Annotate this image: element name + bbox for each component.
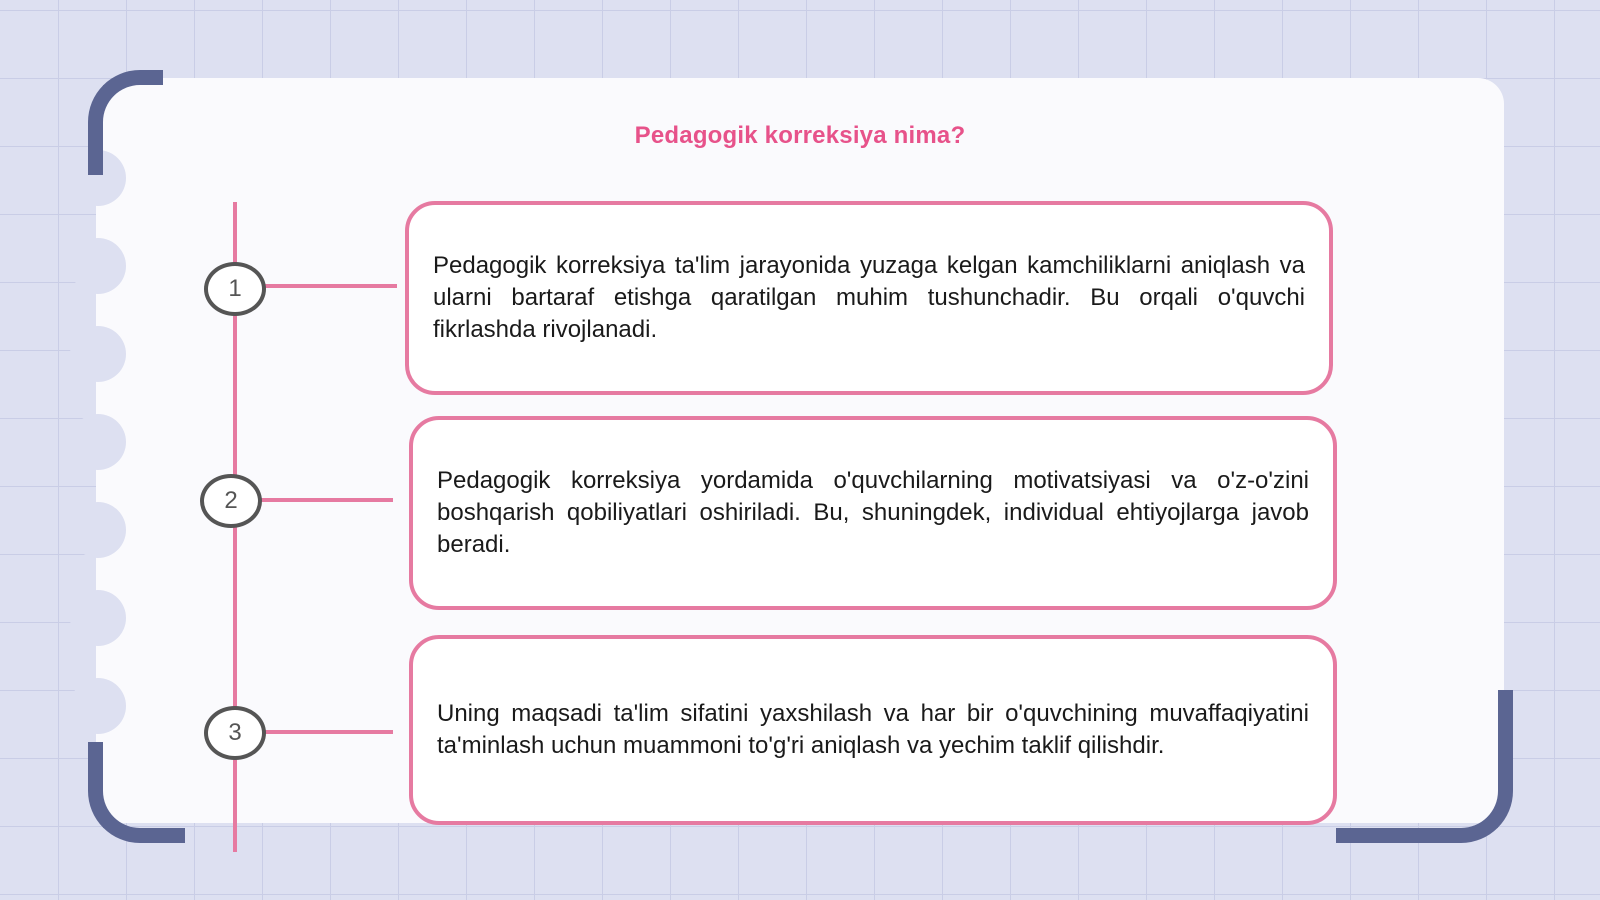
info-card-text: Pedagogik korreksiya yordamida o'quvchilarning motivatsiyasi va o'z-o'zini boshqarish qobiliyatlari oshiriladi. Bu, shuningdek, individual ehtiyojlarga javob beradi.	[437, 467, 1309, 558]
paper-notch	[70, 414, 126, 470]
step-number-3: 3	[204, 706, 266, 760]
paper-notch	[70, 590, 126, 646]
slide-title: Pedagogik korreksiya nima?	[634, 122, 966, 149]
step-number-1: 1	[204, 262, 266, 316]
paper-notch	[70, 326, 126, 382]
info-card-2	[409, 416, 1337, 610]
frame-corner-bottom-right	[1336, 690, 1513, 843]
info-card-3	[409, 635, 1337, 825]
frame-corner-bottom-left	[88, 742, 185, 843]
paper-notch	[70, 502, 126, 558]
info-card-text: Uning maqsadi ta'lim sifatini yaxshilash va har bir o'quvchining muvaffaqiyatini ta'minlash uchun muammoni to'g'ri aniqlash va yechim taklif qilishdir.	[437, 700, 1309, 759]
info-card-1	[405, 201, 1333, 395]
timeline-connector	[265, 284, 397, 288]
timeline-connector	[265, 730, 393, 734]
step-number-2: 2	[200, 474, 262, 528]
paper-notch	[70, 678, 126, 734]
paper-notch	[70, 238, 126, 294]
timeline-connector	[261, 498, 393, 502]
info-card-text: Pedagogik korreksiya ta'lim jarayonida yuzaga kelgan kamchiliklarni aniqlash va ularni bartaraf etishga qaratilgan muhim tushunchadir. Bu orqali o'quvchi fikrlashda rivojlanadi.	[433, 252, 1305, 343]
